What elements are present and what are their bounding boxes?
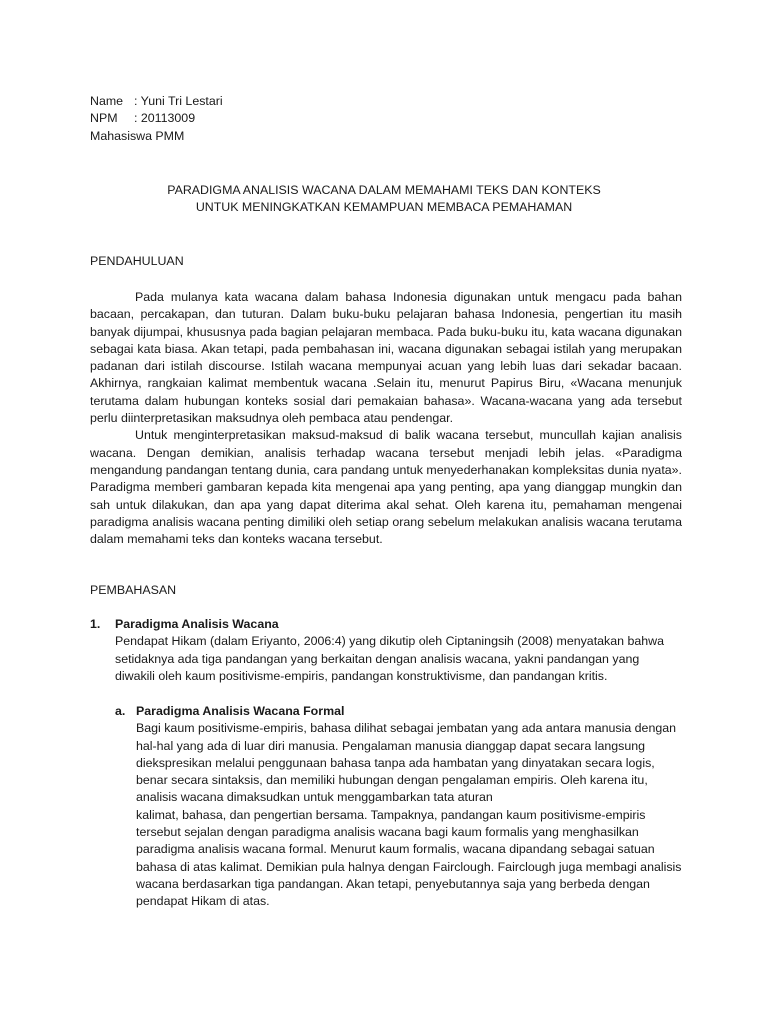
section-1-heading: [90, 616, 682, 633]
section-1-number: 1.: [90, 617, 101, 631]
pembahasan-heading: PEMBAHASAN: [90, 583, 177, 597]
npm-value: : 20113009: [134, 111, 196, 126]
subsection-1a-body: [136, 720, 682, 910]
section-1-title: Paradigma Analisis Wacana: [115, 617, 279, 631]
affiliation-row: [90, 128, 223, 145]
subsection-1a-body-part-1: Bagi kaum positivisme-empiris, bahasa dilihat sebagai jembatan yang ada antara manusia dengan hal-hal yang ada di luar diri manusia. Pengalaman manusia dianggap dapat secara langsung diekspresikan melalui penggunaan bahasa tanpa ada hambatan yang dinyatakan secara logis, benar secara sintaksis, dan memiliki hubungan dengan pengalaman empiris. Oleh karena itu, analisis wacana dimaksudkan untuk menggambarkan tata aturan: [136, 721, 677, 805]
affiliation: Mahasiswa PMM: [90, 128, 185, 143]
section-1-body: Pendapat Hikam (dalam Eriyanto, 2006:4) yang dikutip oleh Ciptaningsih (2008) menyatakan bahwa setidaknya ada tiga pandangan yang berkaitan dengan analisis wacana, yakni pandangan yang diwakili oleh kaum positivisme-empiris, pandangan konstruktivisme, dan pandangan kritis.: [115, 634, 664, 683]
name-row: [90, 93, 223, 110]
pendahuluan-body: [90, 289, 682, 548]
pendahuluan-paragraph-2: Untuk menginterpretasikan maksud-maksud di balik wacana tersebut, muncullah kajian analisis wacana. Dengan demikian, analisis terhadap wacana tersebut menjadi lebih jelas. «Paradigma mengandung pandangan tentang dunia, cara pandang untuk menyederhanakan kompleksitas dunia nyata». Paradigma memberi gambaran kepada kita mengenai apa yang penting, apa yang dianggap mungkin dan sah untuk dilakukan, dan apa yang dapat diterima akal sehat. Oleh karena itu, pemahaman mengenai paradigma analisis wacana penting dimiliki oleh setiap orang sebelum melakukan analisis wacana terutama dalam memahami teks dan konteks wacana tersebut.: [90, 428, 682, 547]
subsection-1a-heading: [115, 703, 682, 720]
subsection-1a: [115, 703, 682, 911]
name-label: Name: [90, 94, 124, 108]
subsection-1a-number: a.: [115, 704, 126, 718]
subsection-1a-title: Paradigma Analisis Wacana Formal: [136, 704, 345, 718]
numbered-section-1: [90, 616, 682, 685]
title-line-1: PARADIGMA ANALISIS WACANA DALAM MEMAHAMI TEKS DAN KONTEKS: [167, 183, 601, 197]
title-line-2: UNTUK MENINGKATKAN KEMAMPUAN MEMBACA PEMAHAMAN: [195, 200, 573, 215]
document-title: [90, 182, 678, 217]
pendahuluan-paragraph-1: Pada mulanya kata wacana dalam bahasa Indonesia digunakan untuk mengacu pada bahan bacaan, percakapan, dan tuturan. Dalam buku-buku pelajaran bahasa Indonesia, pengertian itu masih banyak dijumpai, khususnya pada bagian pelajaran membaca. Pada buku-buku itu, kata wacana digunakan sebagai kata biasa. Akan tetapi, pada pembahasan ini, wacana digunakan sebagai istilah yang merupakan padanan dari istilah discourse. Istilah wacana mempunyai acuan yang lebih luas dari sekadar bacaan. Akhirnya, rangkaian kalimat membentuk wacana .Selain itu, menurut Papirus Biru, «Wacana menunjuk terutama dalam hubungan konteks sosial dari pemakaian bahasa». Wacana-wacana yang ada tersebut perlu diinterpretasikan maksudnya oleh pembaca atau pendengar.: [90, 290, 682, 426]
npm-label: NPM: [90, 111, 118, 126]
npm-row: [90, 110, 223, 127]
name-value: : Yuni Tri Lestari: [134, 94, 223, 108]
subsection-1a-body-part-2: kalimat, bahasa, dan pengertian bersama. Tampaknya, pandangan kaum positivisme-empiris tersebut sejalan dengan paradigma analisis wacana bagi kaum formalis yang menghasilkan paradigma analisis wacana formal. Menurut kaum formalis, wacana dipandang sebagai satuan bahasa di atas kalimat. Demikian pula halnya dengan Fairclough. Fairclough juga membagi analisis wacana berdasarkan tiga pandangan. Akan tetapi, penyebutannya saja yang berbeda dengan pendapat Hikam di atas.: [136, 807, 682, 909]
author-meta: [90, 93, 223, 145]
pendahuluan-heading: PENDAHULUAN: [90, 254, 184, 268]
